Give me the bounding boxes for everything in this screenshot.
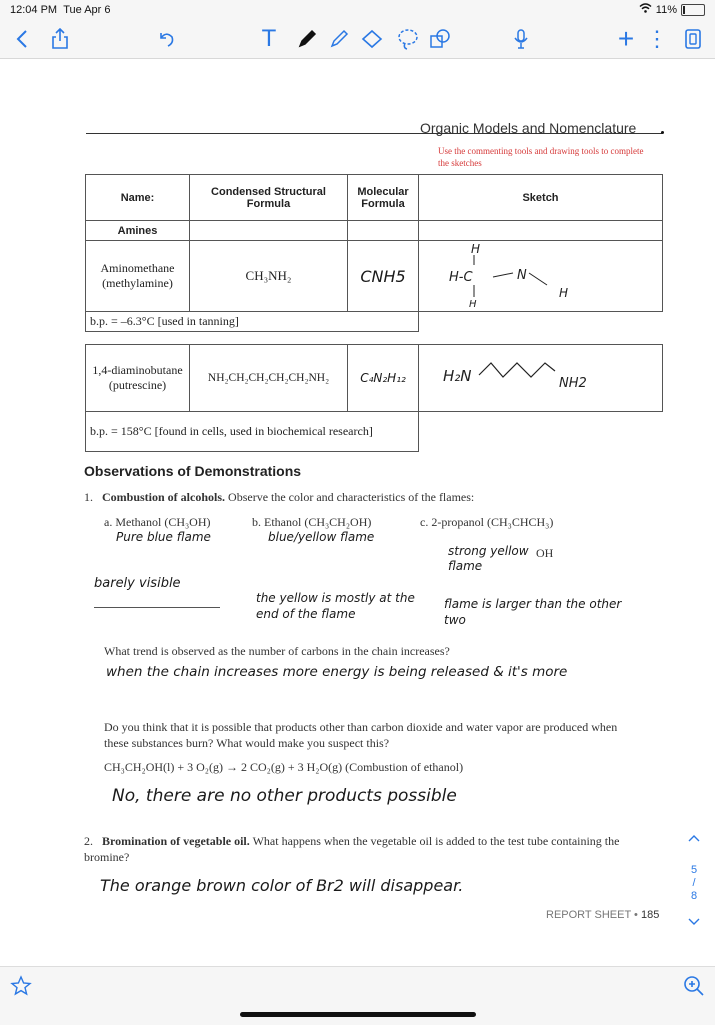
microphone-icon[interactable] xyxy=(512,26,530,52)
row1-molecular-handwriting: CNH5 xyxy=(360,266,406,286)
q1-c-oh: OH xyxy=(536,546,554,560)
svg-text:H-C: H-C xyxy=(449,270,473,285)
svg-text:H: H xyxy=(469,299,477,307)
answer-b1: blue/yellow flame xyxy=(268,530,375,544)
page-navigator xyxy=(683,833,705,930)
q2-text: What happens when the vegetable oil is added to the test tube containing the bromine? xyxy=(84,834,620,864)
answer-a2-rule xyxy=(94,607,220,608)
trend-answer: when the chain increases more energy is being released & it's more xyxy=(106,664,568,680)
putrescine-sketch xyxy=(419,345,662,407)
question-2 xyxy=(84,833,644,865)
row2-sketch[interactable] xyxy=(419,345,663,412)
zoom-in-icon[interactable] xyxy=(683,975,705,1002)
status-right xyxy=(639,3,705,16)
products-question: Do you think that it is possible that products other than carbon dioxide and water vapor are produced when these substances burn? What would make you suspect this? xyxy=(104,720,618,750)
trend-question: What trend is observed as the number of carbons in the chain increases? xyxy=(104,644,450,658)
section-amines: Amines xyxy=(86,221,190,241)
eraser-icon[interactable] xyxy=(360,26,384,52)
row2-molecular[interactable] xyxy=(348,345,419,412)
header-dot xyxy=(661,131,664,134)
share-icon[interactable] xyxy=(50,26,70,52)
answer-c2: flame is larger than the other two xyxy=(444,597,622,627)
page-number: 185 xyxy=(640,909,660,921)
text-tool-button[interactable]: T xyxy=(261,25,277,52)
report-sheet-footer: REPORT SHEET • 185 xyxy=(546,909,660,921)
instructions-note: Use the commenting tools and drawing tools to complete the sketches xyxy=(438,146,644,168)
svg-text:H: H xyxy=(471,242,481,256)
home-indicator[interactable] xyxy=(240,1012,476,1017)
answer-a2: barely visible xyxy=(94,576,181,591)
row1-condensed: CH₃NH₂ xyxy=(190,241,348,312)
svg-text:N: N xyxy=(517,268,527,283)
q1-number: 1. xyxy=(84,490,93,504)
undo-icon[interactable] xyxy=(156,26,176,52)
q1-c-label: c. 2-propanol (CH₃CHCH₃) xyxy=(420,515,554,529)
combustion-equation: CH₃CH₂OH(l) + 3 O₂(g) → 2 CO₂(g) + 3 H₂O(g) (Combustion of ethanol) xyxy=(104,760,464,774)
page-down-icon[interactable] xyxy=(683,917,705,930)
pages-icon[interactable] xyxy=(682,26,704,52)
row1-molecular[interactable] xyxy=(348,241,419,312)
methylamine-sketch xyxy=(419,241,662,307)
answer-b2: the yellow is mostly at the end of the flame xyxy=(256,591,415,621)
highlighter-icon[interactable] xyxy=(328,26,350,52)
header-condensed: Condensed Structural Formula xyxy=(190,175,348,221)
header-sketch: Sketch xyxy=(419,175,663,221)
lasso-icon[interactable] xyxy=(396,26,420,52)
question-1 xyxy=(84,489,644,505)
add-button[interactable]: + xyxy=(617,23,635,54)
row1-name: Aminomethane (methylamine) xyxy=(86,241,190,312)
sketch-h2n-label: H₂N xyxy=(443,367,472,385)
putrescine-table xyxy=(85,344,663,452)
back-icon[interactable] xyxy=(14,26,30,52)
favorite-star-icon[interactable] xyxy=(10,975,32,1002)
page-current: 5 xyxy=(690,864,698,876)
products-answer: No, there are no other products possible xyxy=(112,786,457,806)
q1-title: Combustion of alcohols. xyxy=(102,490,226,504)
page-separator: / xyxy=(692,877,696,889)
answer-c1: strong yellow flame xyxy=(448,544,529,573)
battery-icon xyxy=(681,4,705,16)
annotation-toolbar xyxy=(0,20,715,59)
row2-name: 1,4-diaminobutane (putrescine) xyxy=(86,345,190,412)
row2-molecular-handwriting: C₄N₂H₁₂ xyxy=(360,370,406,385)
shapes-icon[interactable] xyxy=(428,26,452,52)
page-total: 8 xyxy=(690,890,698,902)
observations-title: Observations of Demonstrations xyxy=(84,463,302,479)
battery-percent: 11% xyxy=(655,3,677,16)
wifi-icon xyxy=(639,3,652,16)
q1-b-label: b. Ethanol (CH₃CH₂OH) xyxy=(252,515,372,529)
row1-boiling-point: b.p. = –6.3°C [used in tanning] xyxy=(86,312,419,332)
page-title: Organic Models and Nomenclature xyxy=(420,120,637,136)
page-up-icon[interactable] xyxy=(683,833,705,846)
q1-a-label: a. Methanol (CH₃OH) xyxy=(104,515,211,529)
header-molecular: Molecular Formula xyxy=(348,175,419,221)
nomenclature-table xyxy=(85,174,663,332)
sketch-nh2-label: NH2 xyxy=(559,376,587,391)
q2-title: Bromination of vegetable oil. xyxy=(102,834,250,848)
row2-boiling-point: b.p. = 158°C [found in cells, used in biochemical research] xyxy=(86,412,419,452)
header-name: Name: xyxy=(86,175,190,221)
status-time: 12:04 PM Tue Apr 6 xyxy=(10,4,111,16)
svg-text:H: H xyxy=(559,286,569,300)
q2-answer: The orange brown color of Br2 will disappear. xyxy=(100,876,464,895)
q2-number: 2. xyxy=(84,834,93,848)
q1-text: Observe the color and characteristics of the flames: xyxy=(228,490,475,504)
row1-sketch[interactable] xyxy=(419,241,663,312)
answer-a1: Pure blue flame xyxy=(116,530,211,544)
status-bar xyxy=(0,0,715,20)
row2-condensed: NH₂CH₂CH₂CH₂CH₂NH₂ xyxy=(190,345,348,412)
pen-icon[interactable] xyxy=(296,26,318,52)
more-button[interactable]: ⋮ xyxy=(646,26,668,51)
